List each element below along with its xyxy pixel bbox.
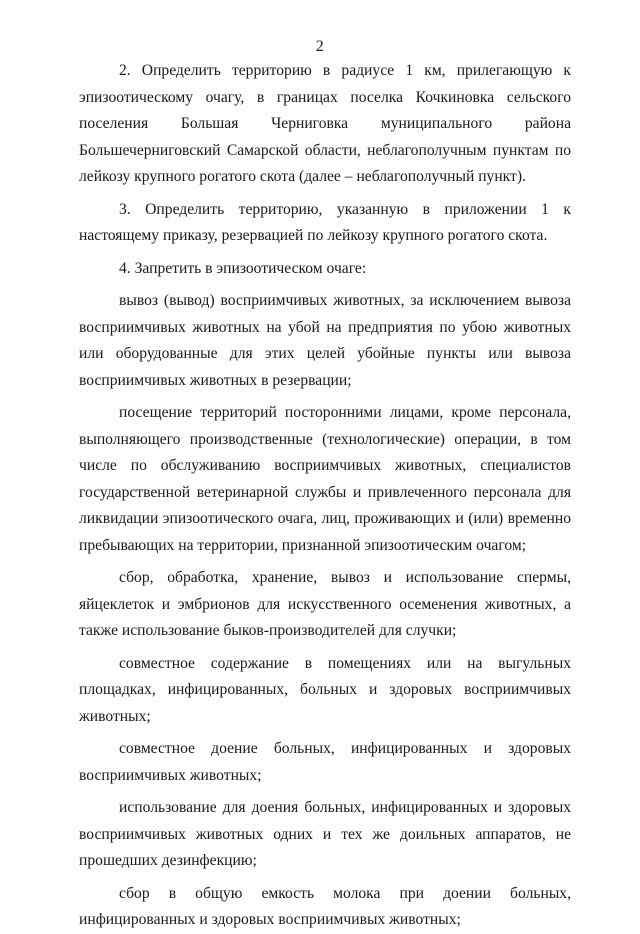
prohibition-semen: сбор, обработка, хранение, вывоз и использование спермы, яйцеклеток и эмбрионов для искусственного осеменения животных, а также использование быков-производителей для случки; (79, 569, 571, 639)
paragraph-item-3: 3. Определить территорию, указанную в приложении 1 к настоящему приказу, резервацией по лейкозу крупного рогатого скота. (79, 200, 571, 244)
prohibition-shared-apparatus: использование для доения больных, инфицированных и здоровых восприимчивых животных одних и тех же доильных аппаратов, не прошедших дезинфекцию; (79, 799, 571, 869)
paragraph-item-2: 2. Определить территорию в радиусе 1 км, прилегающую к эпизоотическому очагу, в границах поселка Кочкиновка сельского поселения Большая Черниговка муниципального района Большечерниговский Самарской области, неблагополучным пунктам по лейкозу крупного рогатого скота (далее – неблагополучный пункт). (79, 62, 571, 185)
prohibition-milk-collection: сбор в общую емкость молока при доении больных, инфицированных и здоровых восприимчивых животных; (79, 884, 571, 928)
page-number: 2 (315, 38, 325, 55)
prohibition-export: вывоз (вывод) восприимчивых животных, за исключением вывоза восприимчивых животных на убой на предприятия по убою животных или оборудованные для этих целей убойные пункты или вывоза восприимчивых животных в резервации; (79, 292, 571, 389)
prohibition-joint-keeping: совместное содержание в помещениях или на выгульных площадках, инфицированных, больных и здоровых восприимчивых животных; (79, 654, 571, 725)
paragraph-item-4: 4. Запретить в эпизоотическом очаге: (119, 259, 367, 277)
prohibition-visits: посещение территорий посторонними лицами, кроме персонала, выполняющего производственные (технологические) операции, в том числе по обслуживанию восприимчивых животных, специалистов государственной ветеринарной службы и привлеченного персонала для ликвидации эпизоотического очага, лиц, проживающих и (или) временно пребывающих на территории, признанной эпизоотическим очагом; (79, 404, 571, 554)
prohibition-joint-milking: совместное доение больных, инфицированных и здоровых восприимчивых животных; (79, 740, 571, 784)
document-body (79, 58, 571, 934)
